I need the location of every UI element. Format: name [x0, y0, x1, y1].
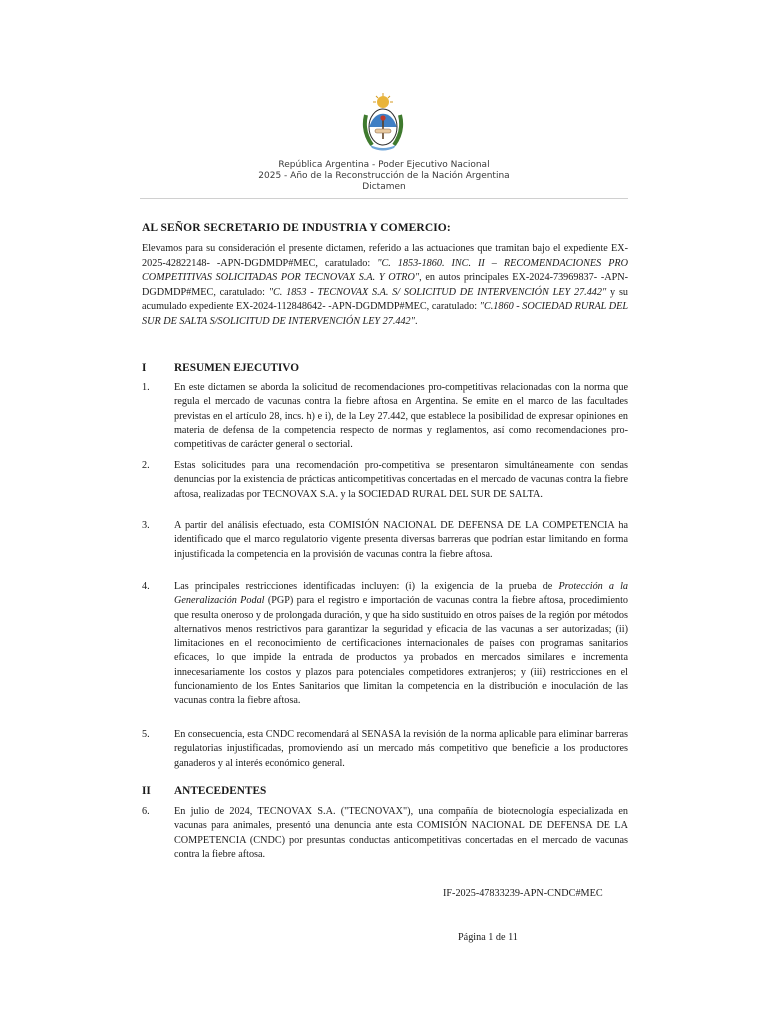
intro-text-4: . — [414, 315, 418, 327]
document-id: IF-2025-47833239-APN-CNDC#MEC — [443, 888, 603, 899]
paragraph-1 — [142, 381, 628, 452]
paragraph-text: En este dictamen se aborda la solicitud de recomendaciones pro-competitivas relacionadas con la norma que regula el mercado de vacunas contra la fiebre aftosa en Argentina. Se emite en el marco de las facultades previstas en el artículo 28, incs. h) e i), de la Ley 27.442, que establece la posibilidad de expresar opiniones en materia de defensa de la competencia respecto de normas y reglamentos, así como recomendaciones pro-competitivas de carácter general o sectorial. — [174, 382, 628, 451]
paragraph-number: 4. — [142, 581, 150, 592]
paragraph-number: 3. — [142, 520, 150, 531]
paragraph-text: A partir del análisis efectuado, esta COMISIÓN NACIONAL DE DEFENSA DE LA COMPETENCIA ha identificado que el marco regulatorio vigente presenta diversas barreras que podrían estar limitando en forma injustificada la competencia en la provisión de vacunas contra la fiebre aftosa. — [174, 520, 628, 560]
paragraph-text: En julio de 2024, TECNOVAX S.A. ("TECNOVAX"), una compañía de biotecnología especializada en vacunas para animales, presentó una denuncia ante esta COMISIÓN NACIONAL DE DEFENSA DE LA COMPETENCIA (CNDC) por presuntas conductas anticompetitivas concertadas en el mercado de vacunas contra la fiebre aftosa. — [174, 806, 628, 860]
intro-text-2: , en autos principales EX-2024-73969837- -APN-DGDMDP#MEC, caratulado: — [142, 272, 628, 298]
paragraph-text-part: (PGP) para el registro e importación de vacunas contra la fiebre aftosa, procedimiento que resulta oneroso y de prolongada duración, y que ha sido sustituido en otros países de la región por métodos alternativos menos restrictivos para garantizar la seguridad y eficacia de las vacunas a ser autorizadas; (ii) limitaciones en el reconocimiento de certificaciones internacionales de países con programas sanitarios eficaces, lo que impide la entrada de productos ya probados en mercados similares e incrementa innecesariamente los costos y plazos para potenciales competidores extranjeros; y (iii) restricciones en el funcionamiento de los Entes Sanitarios que limitan la competencia en la distribución e inoculación de las vacunas contra la fiebre aftosa. — [174, 595, 628, 707]
paragraph-number: 5. — [142, 729, 150, 740]
paragraph-6 — [142, 805, 628, 862]
paragraph-4 — [142, 580, 628, 709]
header-line-doc-type: Dictamen — [362, 182, 406, 192]
addressee-heading: AL SEÑOR SECRETARIO DE INDUSTRIA Y COMERCIO: — [142, 222, 451, 234]
argentina-coat-of-arms-icon — [360, 93, 406, 151]
paragraph-3 — [142, 519, 628, 562]
paragraph-number: 1. — [142, 382, 150, 393]
header-line-country: República Argentina - Poder Ejecutivo Nacional — [278, 160, 490, 170]
section-number: I — [142, 362, 147, 374]
paragraph-text — [174, 580, 628, 709]
paragraph-text: Estas solicitudes para una recomendación pro-competitiva se presentaron simultáneamente con sendas denuncias por la existencia de prácticas anticompetitivas concertadas en el mercado de vacunas contra la fiebre aftosa, realizadas por TECNOVAX S.A. y la SOCIEDAD RURAL DEL SUR DE SALTA. — [174, 460, 628, 500]
intro-case-title-1: "C. 1853-1860. INC. II – RECOMENDACIONES PRO COMPETITIVAS SOLICITADAS POR TECNOVAX S.A. Y OTRO" — [142, 257, 629, 283]
intro-paragraph — [142, 242, 628, 329]
section-number: II — [142, 785, 151, 797]
test-name-italic: Protección a la Generalización Podal — [174, 581, 628, 607]
header-divider — [140, 198, 628, 199]
paragraph-2 — [142, 459, 628, 502]
section-title: RESUMEN EJECUTIVO — [174, 362, 299, 374]
paragraph-number: 2. — [142, 460, 150, 471]
intro-case-title-3: "C.1860 - SOCIEDAD RURAL DEL SUR DE SALTA S/SOLICITUD DE INTERVENCIÓN LEY 27.442" — [142, 301, 628, 327]
intro-case-title-2: "C. 1853 - TECNOVAX S.A. S/ SOLICITUD DE INTERVENCIÓN LEY 27.442" — [268, 286, 607, 298]
section-title: ANTECEDENTES — [174, 785, 267, 797]
intro-text-3: y su acumulado expediente EX-2024-112848642- -APN-DGDMDP#MEC, caratulado: — [142, 286, 628, 312]
paragraph-5 — [142, 728, 628, 771]
intro-text-1: Elevamos para su consideración el presente dictamen, referido a las actuaciones que tramitan bajo el expediente EX-2025-42822148- -APN-DGDMDP#MEC, caratulado: — [142, 243, 628, 269]
paragraph-text-part: Las principales restricciones identificadas incluyen: (i) la exigencia de la prueba de — [174, 581, 559, 592]
page-number: Página 1 de 11 — [458, 932, 518, 943]
header-line-year-motto: 2025 - Año de la Reconstrucción de la Nación Argentina — [258, 171, 510, 181]
paragraph-number: 6. — [142, 806, 150, 817]
paragraph-text: En consecuencia, esta CNDC recomendará al SENASA la revisión de la norma aplicable para eliminar barreras regulatorias injustificadas, promoviendo así un mercado más competitivo que beneficie a los productores ganaderos y al interés económico general. — [174, 729, 628, 769]
